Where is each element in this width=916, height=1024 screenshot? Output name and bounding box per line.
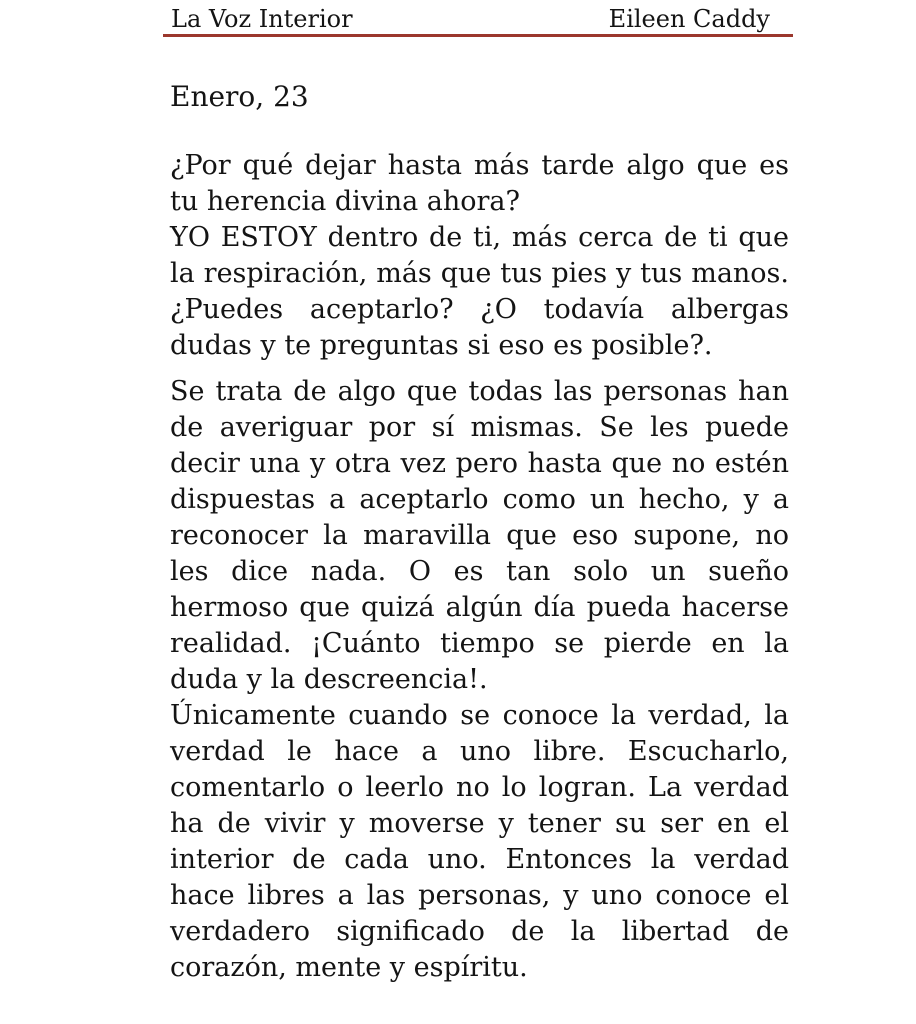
page-header (163, 0, 793, 32)
paragraph: YO ESTOY dentro de ti, más cerca de ti que la respiración, más que tus pies y tus manos. ¿Puedes aceptarlo? ¿O todavía albergas dudas y te preguntas si eso es posible?. (170, 222, 789, 361)
date-heading: Enero, 23 (170, 80, 309, 113)
author-name: Eileen Caddy (608, 5, 770, 33)
paragraph: ¿Por qué dejar hasta más tarde algo que es tu herencia divina ahora? (170, 150, 789, 217)
paragraph: Únicamente cuando se conoce la verdad, la verdad le hace a uno libre. Escucharlo, comentarlo o leerlo no lo logran. La verdad ha de vivir y moverse y tener su ser en el interior de cada uno. Entonces la verdad hace libres a las personas, y uno conoce el verdadero significado de la libertad de corazón, mente y espíritu. (170, 700, 789, 983)
page-content (163, 0, 793, 986)
body-text (163, 148, 793, 986)
book-title: La Voz Interior (171, 5, 353, 33)
header-rule (163, 34, 793, 37)
paragraph: Se trata de algo que todas las personas han de averiguar por sí mismas. Se les puede decir una y otra vez pero hasta que no estén dispuestas a aceptarlo como un hecho, y a reconocer la maravilla que eso supone, no les dice nada. O es tan solo un sueño hermoso que quizá algún día pueda hacerse realidad. ¡Cuánto tiempo se pierde en la duda y la descreencia!. (170, 376, 789, 695)
